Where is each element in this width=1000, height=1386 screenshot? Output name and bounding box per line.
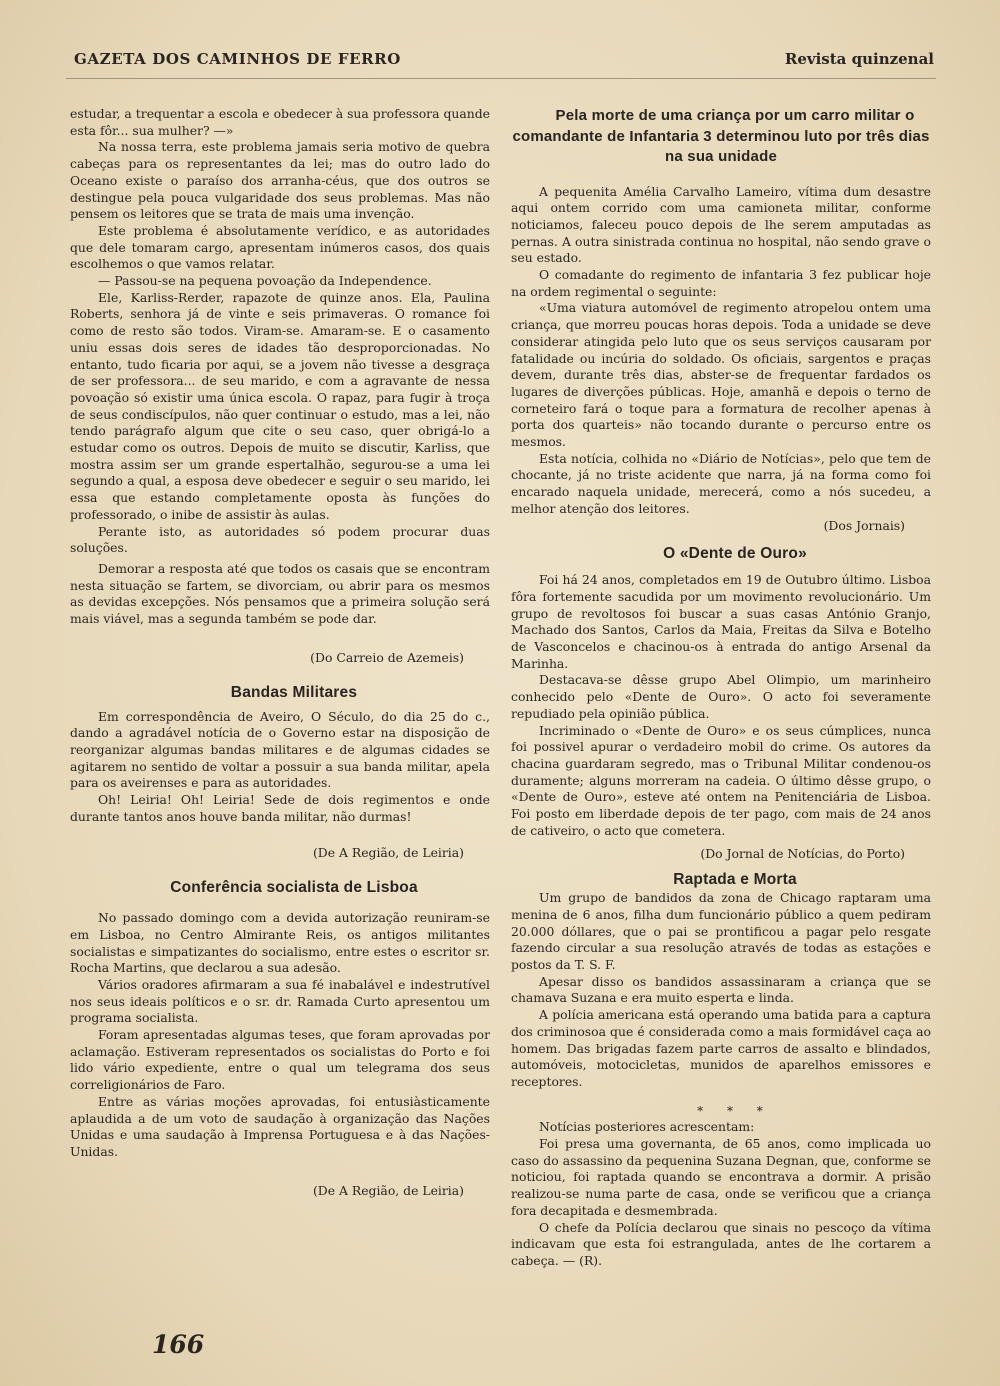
article-paragraph: Foram apresentadas algumas teses, que foram aprovadas por aclamação. Estiveram representados os socialistas do Porto e foi lido vário expediente, entre o qual um telegrama dos seus correligionários de Faro. bbox=[70, 1027, 490, 1093]
article-source: (De A Região, de Leiria) bbox=[312, 845, 464, 861]
article-paragraph: Na nossa terra, este problema jamais seria motivo de quebra cabeças para os representantes da lei; mas do outro lado do Oceano existe o paraíso dos arranha-céus, que dos outros se destingue pela pouca vulgaridade dos seus problemas. Mas não pensem os leitores que se trata de mais uma invenção. bbox=[70, 139, 490, 222]
article-paragraph: Oh! Leiria! Oh! Leiria! Sede de dois regimentos e onde durante tantos anos houve banda militar, não durmas! bbox=[70, 792, 490, 824]
article-paragraph: A polícia americana está operando uma batida para a captura dos criminosoa que é considerada como a mais formidável caça ao homem. Das brigadas fazem parte carros de assalto e blindados, automóveis, motocicletas, munidos de aparelhos emissores e receptores. bbox=[511, 1007, 931, 1089]
page-header bbox=[74, 50, 934, 74]
headline-conferencia: Conferência socialista de Lisboa bbox=[170, 879, 418, 897]
section-separator: * * * bbox=[697, 1103, 773, 1118]
article-paragraph: Foi há 24 anos, completados em 19 de Outubro último. Lisboa fôra fortemente sacudida por um movimento revolucionário. Um grupo de revoltosos foi buscar a suas casas António Granjo, Machado dos Santos, Carlos da Maia, Freitas da Silva e Botelho de Vasconcelos e chacinou-os à entrada do antigo Arsenal da Marinha. bbox=[511, 572, 931, 671]
article-paragraph: O comadante do regimento de infantaria 3 fez publicar hoje na ordem regimental o seguinte: bbox=[511, 267, 931, 299]
article-paragraph: estudar, a trequentar a escola e obedecer à sua professora quande esta fôr... sua mulher? —» bbox=[70, 106, 490, 138]
article-source: (De A Região, de Leiria) bbox=[312, 1182, 464, 1198]
article-paragraph: Destacava-se dêsse grupo Abel Olimpio, um marinheiro conhecido pelo «Dente de Ouro». O acto foi severamente repudiado pela opinião pública. bbox=[511, 672, 931, 721]
article-paragraph: Esta notícia, colhida no «Diário de Notícias», pelo que tem de chocante, já no triste acidente que narra, já na forma como foi encarado naquela unidade, merecerá, como a nós sucedeu, a melhor atenção dos leitores. bbox=[511, 450, 931, 516]
headline-dente-de-ouro: O «Dente de Ouro» bbox=[663, 545, 807, 563]
article-paragraph: Foi presa uma governanta, de 65 anos, como implicada uo caso do assassino da pequenina Suzana Degnan, que, conforme se noticiou, foi raptada quando se encontrava a dormir. A prisão realizou-se numa parte de casa, onde se verificou que a criança fora decapitada e desmembrada. bbox=[511, 1136, 931, 1218]
header-rule bbox=[66, 78, 936, 79]
publication-title: GAZETA DOS CAMINHOS DE FERRO bbox=[74, 50, 401, 68]
article-paragraph: No passado domingo com a devida autorização reuniram-se em Lisboa, no Centro Almirante Reis, os antigos militantes socialistas e simpatizantes do socialismo, entre estes o escritor sr. Rocha Martins, que declarou a sua adesão. bbox=[70, 910, 490, 976]
article-paragraph: Apesar disso os bandidos assassinaram a criança que se chamava Suzana e era muito esperta e linda. bbox=[511, 973, 931, 1006]
article-source: (Dos Jornais) bbox=[823, 517, 905, 533]
publication-subtitle: Revista quinzenal bbox=[784, 50, 934, 68]
article-paragraph: Entre as várias moções aprovadas, foi entusiàsticamente aplaudida a de um voto de saudação à organização das Nações Unidas e uma saudação à Imprensa Portuguesa e à das Nações-Unidas. bbox=[70, 1093, 490, 1159]
page-number: 166 bbox=[152, 1330, 205, 1359]
article-paragraph: Vários oradores afirmaram a sua fé inabalável e indestrutível nos seus ideais políticos e o sr. dr. Ramada Curto apresentou um programa socialista. bbox=[70, 976, 490, 1026]
article-paragraph: O chefe da Polícia declarou que sinais no pescoço da vítima indicavam que esta foi estrangulada, antes de lhe cortarem a cabeça. — (R). bbox=[511, 1219, 931, 1268]
article-paragraph: — Passou-se na pequena povoação da Independence. bbox=[98, 273, 432, 289]
headline-raptada: Raptada e Morta bbox=[673, 871, 797, 889]
headline-bandas: Bandas Militares bbox=[230, 683, 358, 701]
article-paragraph: Este problema é absolutamente verídico, e as autoridades que dele tomaram cargo, apresentam inúmeros casos, dos quais escolhemos o que vamos relatar. bbox=[70, 222, 490, 272]
article-paragraph: Perante isto, as autoridades só podem procurar duas soluções. bbox=[70, 523, 490, 556]
article-paragraph: Demorar a resposta até que todos os casais que se encontram nesta situação se fartem, se divorciam, ou abrir para os mesmos as devidas excepções. Nós pensamos que a primeira solução será mais viável, mas a segunda também se pode dar. bbox=[70, 560, 490, 627]
article-source: (Do Jornal de Notícias, do Porto) bbox=[700, 845, 905, 861]
article-paragraph: Um grupo de bandidos da zona de Chicago raptaram uma menina de 6 anos, filha dum funcionário público a quem pediram 20.000 dóllares, que o pai se prontificou a pagar pelo resgate fazendo circular a sua resolução através de todas as estações e postos da T. S. F. bbox=[511, 890, 931, 973]
left-column bbox=[70, 106, 490, 1199]
article-paragraph: «Uma viatura automóvel de regimento atropelou ontem uma criança, que morreu poucas horas depois. Toda a unidade se deve considerar atingida pelo luto que os seus serviços causaram por fatalidade ou incúria do soldado. Os oficiais, sargentos e praças devem, durante três dias, abster-se de frequentar fardados os lugares de diverções públicas. Hoje, amanhã e depois o terno de corneteiro fará o toque para a formatura de recolher apenas à porta dos quarteis» não tocando durante o percurso entre os mesmos. bbox=[511, 300, 931, 450]
article-paragraph: A pequenita Amélia Carvalho Lameiro, vítima dum desastre aqui ontem corrido com uma camioneta militar, conforme noticiamos, faleceu pouco depois de lhe serem amputadas as pernas. A outra sinistrada continua no hospital, não sendo grave o seu estado. bbox=[511, 183, 931, 266]
headline-luto: Pela morte de uma criança por um carro militar o comandante de Infantaria 3 determinou luto por três dias na sua unidade bbox=[512, 107, 930, 165]
article-paragraph: Notícias posteriores acrescentam: bbox=[539, 1119, 755, 1135]
article-source: (Do Carreio de Azemeis) bbox=[310, 649, 464, 665]
article-paragraph: Em correspondência de Aveiro, O Século, do dia 25 do c., dando a agradável notícia de o Governo estar na disposição de reorganizar algumas bandas militares e de algumas cidades se agitarem no sentido de voltar a possuir a sua banda militar, apela para os aveirenses e para as autoridades. bbox=[70, 708, 490, 791]
article-paragraph: Ele, Karliss-Rerder, rapazote de quinze anos. Ela, Paulina Roberts, senhora já de vinte e seis primaveras. O romance foi como de resto são todos. Viram-se. Amaram-se. E o casamento uniu essas dois seres de idades tão desproporcionadas. No entanto, tudo ficaria por aqui, se a jovem não tivesse a desgraça de ser professora... de seu marido, e com a agravante de nessa povoação só existir uma única escola. O rapaz, para fugir à troça de seus condiscípulos, não quer continuar o estudo, mas a lei, não tendo parágrafo algum que cite o seu caso, quer obrigá-lo a estudar como os outros. Depois de muito se discutir, Karliss, que mostra assim ser um grande espertalhão, segurou-se a uma lei segundo a qual, a esposa deve obedecer e seguir o seu marido, lei essa que estando completamente oposta às funções do professorado, o inibe de assistir às aulas. bbox=[70, 289, 490, 522]
article-paragraph: Incriminado o «Dente de Ouro» e os seus cúmplices, nunca foi possivel apurar o verdadeiro mobil do crime. Os autores da chacina guardaram segredo, mas o Tribunal Militar condenou-os duramente; alguns morreram na cadeia. O último dêsse grupo, o «Dente de Ouro», esteve até ontem na Penitenciária de Lisboa. Foi posto em liberdade depois de ter pago, com mais de 24 anos de cativeiro, o acto que cometera. bbox=[511, 722, 931, 838]
right-column bbox=[511, 106, 931, 1270]
